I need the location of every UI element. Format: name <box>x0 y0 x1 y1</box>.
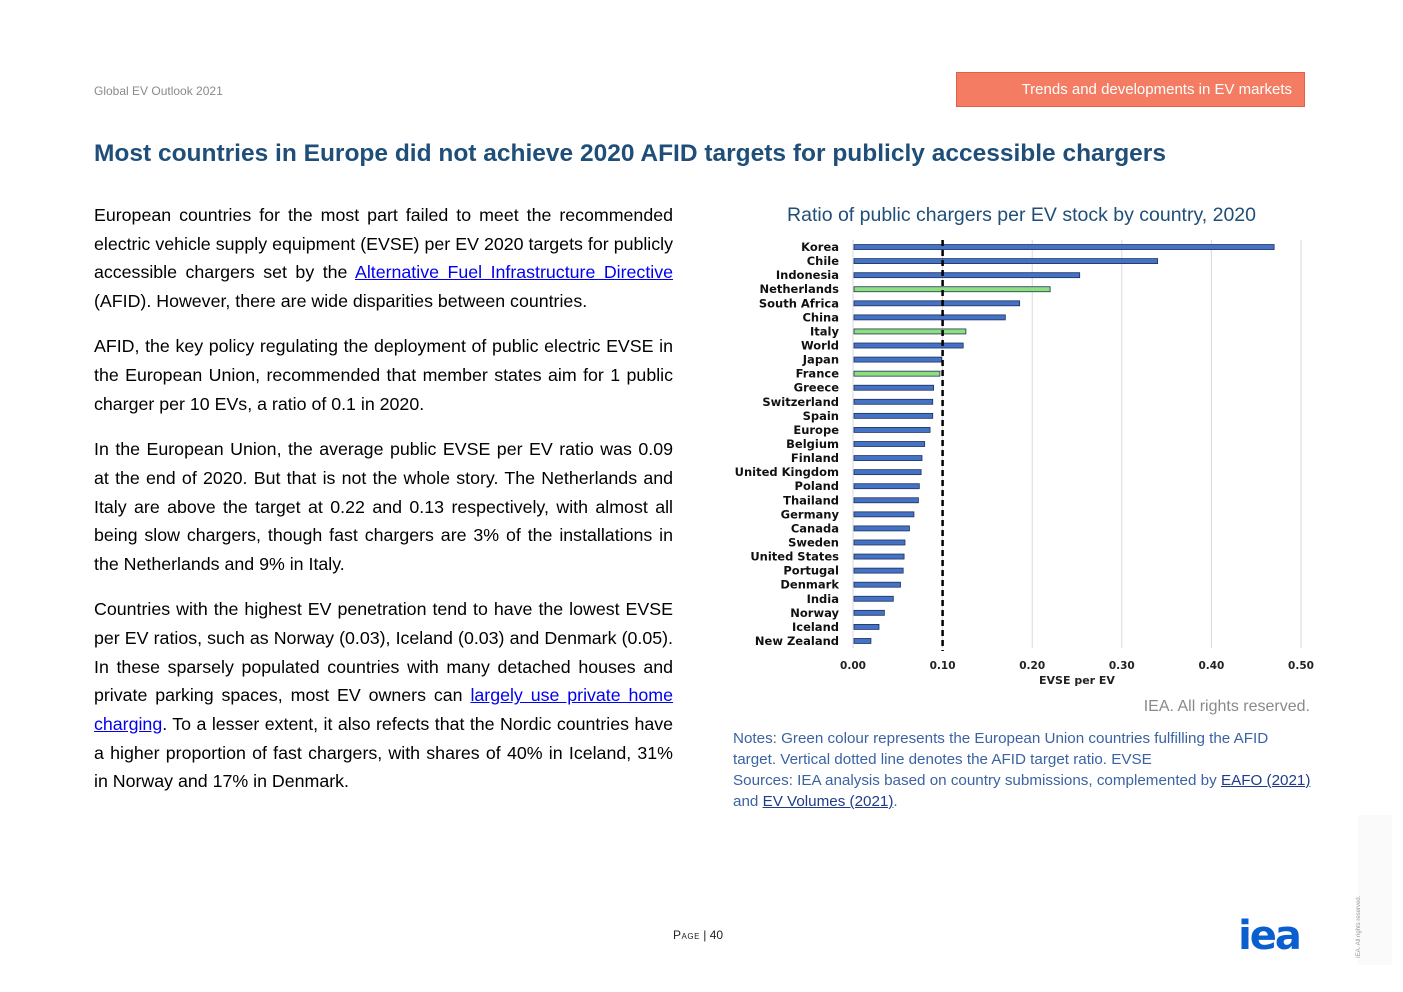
rights-credit: IEA. All rights reserved. <box>1143 698 1310 715</box>
afid-link[interactable]: Alternative Fuel Infrastructure Directive <box>354 262 673 283</box>
category-label: Belgium <box>786 437 839 451</box>
bar <box>854 596 893 601</box>
x-tick-label: 0.10 <box>929 660 956 672</box>
category-label: India <box>806 591 839 606</box>
category-label: Canada <box>790 521 839 536</box>
bar <box>854 484 919 489</box>
bar <box>854 498 918 503</box>
bar <box>854 315 1005 320</box>
sources-and: and <box>733 793 763 810</box>
category-label: Thailand <box>783 493 839 508</box>
bar <box>854 582 900 587</box>
eu-bar <box>854 371 940 376</box>
ev-volumes-link[interactable]: EV Volumes (2021) <box>762 793 894 810</box>
sources-text: Sources: IEA analysis based on country submissions, complemented by <box>733 772 1221 789</box>
bar <box>854 526 909 531</box>
bar <box>854 554 904 559</box>
page-separator: | <box>699 928 710 942</box>
eu-bar <box>854 287 1050 292</box>
section-badge: Trends and developments in EV markets <box>956 72 1305 107</box>
category-label: China <box>802 310 839 325</box>
category-label: Iceland <box>791 619 839 634</box>
chart-notes <box>733 728 1313 812</box>
category-label: Indonesia <box>775 268 839 283</box>
body-text <box>94 201 673 813</box>
paragraph-3: In the European Union, the average public EVSE per EV ratio was 0.09 at the end of 2020. But that is not the whole story. The Netherlands and Italy are above the target at 0.22 and 0.13 respectively, with almost all being slow chargers, though fast chargers are 3% of the installations in the Netherlands and 9% in Italy. <box>94 439 673 574</box>
category-label: Japan <box>802 352 839 367</box>
category-label: United Kingdom <box>734 465 839 480</box>
category-label: Denmark <box>780 577 839 592</box>
vertical-rights-text: IEA. All rights reserved. <box>1356 895 1362 958</box>
chart-title: Ratio of public chargers per EV stock by country, 2020 <box>787 204 1256 226</box>
bar <box>854 245 1274 250</box>
x-tick-label: 0.20 <box>1019 660 1046 672</box>
category-label: France <box>795 366 839 381</box>
x-axis-label: EVSE per EV <box>1039 674 1115 687</box>
bar <box>854 301 1020 306</box>
category-label: Portugal <box>783 563 839 578</box>
paragraph-4-text-a: Countries with the highest EV penetration tend to have the lowest EVSE per EV ratios, such as Norway (0.03), Iceland (0.03) and Denmark (0.05). In these sparsely populated countries with many detached houses and private parking spaces, most EV owners can <box>94 599 673 706</box>
page-number <box>673 928 723 942</box>
bar <box>854 357 942 362</box>
x-tick-label: 0.30 <box>1108 660 1135 672</box>
bar <box>854 470 921 475</box>
page-headline: Most countries in Europe did not achieve 2020 AFID targets for publicly accessible chargers <box>94 140 1166 167</box>
paragraph-4 <box>94 595 673 796</box>
category-label: Norway <box>790 605 839 620</box>
page-number-value: 40 <box>709 928 724 942</box>
x-tick-label: 0.40 <box>1198 660 1225 672</box>
category-label: Sweden <box>788 535 839 550</box>
iea-logo-text: iea <box>1238 918 1300 952</box>
bar <box>854 610 884 615</box>
category-label: Finland <box>790 451 839 466</box>
category-label: New Zealand <box>754 633 839 648</box>
category-label: Germany <box>780 507 839 522</box>
bar <box>854 540 905 545</box>
paragraph-1-text-b: (AFID). However, there are wide disparities between countries. <box>94 291 588 312</box>
bar <box>854 568 903 573</box>
sources-line <box>733 770 1313 812</box>
document-title: Global EV Outlook 2021 <box>94 84 223 98</box>
page-label: Page <box>673 928 700 942</box>
x-tick-label: 0.00 <box>840 660 866 672</box>
iea-logo <box>1230 918 1308 952</box>
paragraph-2: AFID, the key policy regulating the deployment of public electric EVSE in the European Union, recommended that member states aim for 1 public charger per 10 EVs, a ratio of 0.1 in 2020. <box>94 336 673 414</box>
bar <box>854 512 914 517</box>
bar <box>854 638 871 643</box>
bar <box>854 413 933 418</box>
bar <box>854 456 922 461</box>
category-label: South Africa <box>758 296 839 311</box>
category-label: Switzerland <box>762 394 839 409</box>
bar <box>854 385 934 390</box>
category-label: United States <box>750 549 839 564</box>
side-strip <box>1358 815 1392 965</box>
bar <box>854 259 1158 264</box>
eafo-link[interactable]: EAFO (2021) <box>1220 772 1311 789</box>
category-label: Korea <box>801 240 839 255</box>
bar <box>854 427 930 432</box>
category-label: World <box>800 338 839 353</box>
category-label: Italy <box>810 324 839 339</box>
category-label: Europe <box>793 422 839 437</box>
x-tick-label: 0.50 <box>1288 660 1314 672</box>
paragraph-1 <box>94 201 673 316</box>
paragraph-4-text-b: . To a lesser extent, it also refects that the Nordic countries have a higher proportion of fast chargers, with shares of 40% in Iceland, 31% in Norway and 17% in Denmark. <box>94 714 673 792</box>
bar <box>854 343 963 348</box>
sources-end: . <box>893 793 898 810</box>
notes-line: Notes: Green colour represents the European Union countries fulfilling the AFID target. Vertical dotted line denotes the AFID target ratio. EVSE <box>733 730 1269 768</box>
eu-bar <box>854 329 966 334</box>
paragraph-1-text-a: European countries for the most part failed to meet the recommended electric vehicle supply equipment (EVSE) per EV 2020 targets for publicly accessible chargers set by the <box>94 205 673 283</box>
bar <box>854 442 925 447</box>
category-label: Chile <box>806 254 839 269</box>
bar-chart <box>730 234 1320 694</box>
category-label: Greece <box>793 380 839 395</box>
home-charging-link[interactable]: largely use private home charging <box>94 685 674 735</box>
category-label: Poland <box>794 479 839 494</box>
category-label: Spain <box>802 408 839 423</box>
bar <box>854 273 1080 278</box>
bar <box>854 399 933 404</box>
category-label: Netherlands <box>759 282 839 297</box>
bar <box>854 624 879 629</box>
